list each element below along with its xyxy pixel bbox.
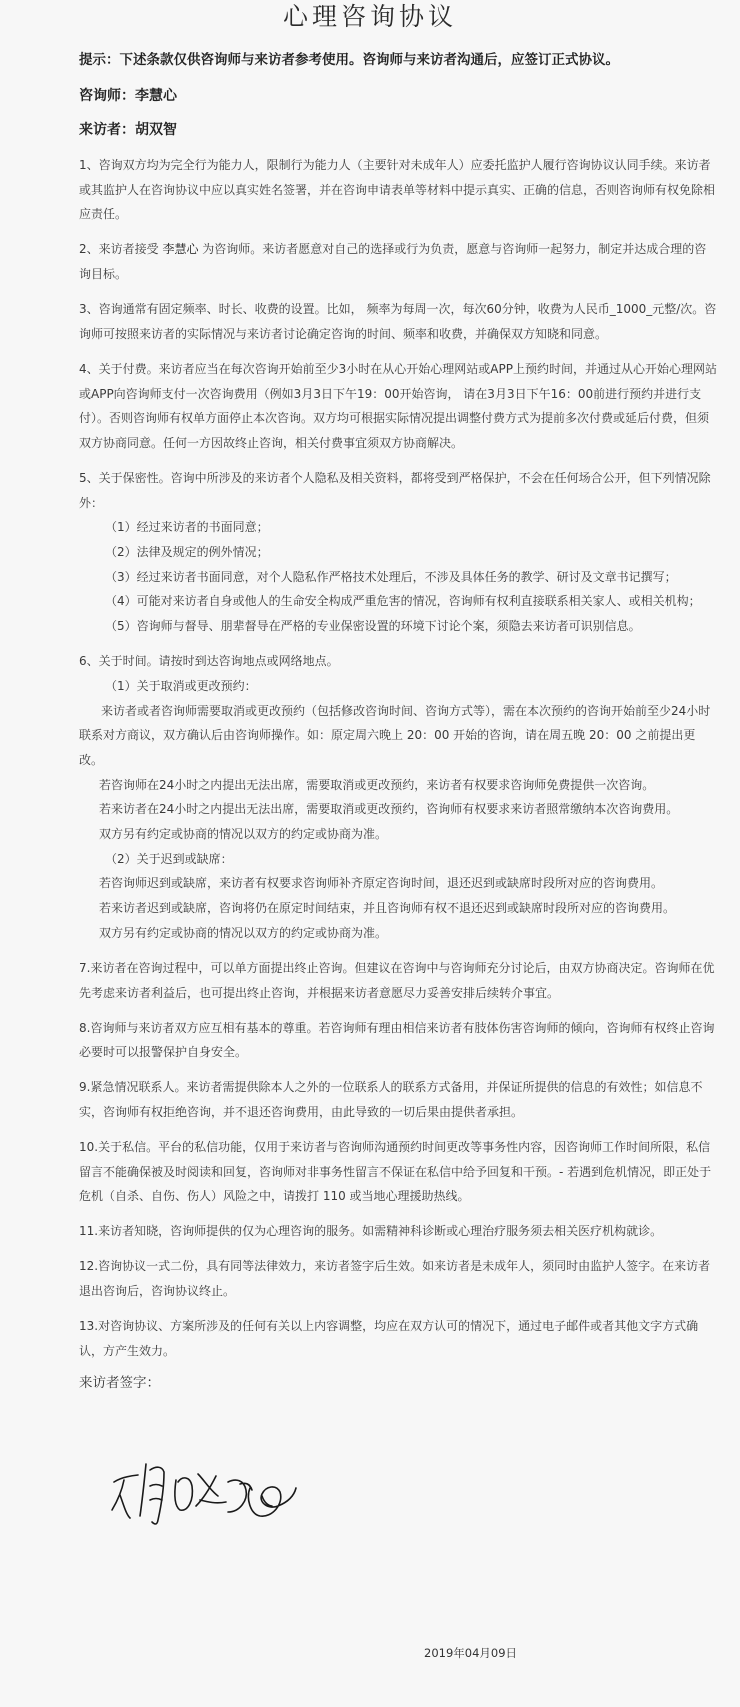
clause-5-item: （1）经过来访者的书面同意； [105,520,269,535]
counselor-line: 咨询师：李慧心 [79,88,177,104]
clause-6-1-paragraph: 若来访者在24小时之内提出无法出席，需要取消或更改预约，咨询师有权要求来访者照常缴纳本次咨询费用。 [99,802,679,817]
clause-7: 7.来访者在咨询过程中，可以单方面提出终止咨询。但建议在咨询中与咨询师充分讨论后，由双方协商决定。咨询师在优先考虑来访者利益后，也可提出终止咨询，并根据来访者意愿尽力妥善安排后续转介事宜。 [79,960,715,1000]
clause-6-2-title: （2）关于迟到或缺席： [105,851,233,866]
clause-10: 10.关于私信。平台的私信功能，仅用于来访者与咨询师沟通预约时间更改等事务性内容，因咨询师工作时间所限，私信留言不能确保被及时阅读和回复，咨询师对非事务性留言不保证在私信中给予回复和干预。- 若遇到危机情况，即正处于危机（自杀、自伤、伤人）风险之中，请拨打 110 或当地心理援助热线。 [79,1139,712,1204]
clause-6-1-title: （1）关于取消或更改预约： [105,678,257,693]
clause-2-counselor-name: 李慧心 [162,242,199,257]
clause-2 [79,237,717,286]
clause-5-item: （2）法律及规定的例外情况； [105,545,269,560]
clause-5: 5、关于保密性。咨询中所涉及的来访者个人隐私及相关资料，都将受到严格保护，不会在任何场合公开，但下列情况除外： [79,470,711,510]
clause-6-2-paragraph: 双方另有约定或协商的情况以双方的约定或协商为准。 [99,925,388,940]
visitor-line: 来访者：胡双智 [79,122,177,138]
clause-4: 4、关于付费。来访者应当在每次咨询开始前至少3小时在从心开始心理网站或APP上预约时间，并通过从心开始心理网站或APP向咨询师支付一次咨询费用（例如3月3日下午19：00开始咨询， 请在3月3日下午16：00前进行预约并进行支付）。否则咨询师有权单方面停止本次咨询。双方均可根据实际情况提出调整付费方式为提前多次付费或延后付费，但须双方协商同意。任何一方因故终止咨询，相关付费事宜须双方协商解决。 [79,361,717,450]
clause-11: 11.来访者知晓，咨询师提供的仅为心理咨询的服务。如需精神科诊断或心理治疗服务须去相关医疗机构就诊。 [79,1224,663,1239]
clause-8: 8.咨询师与来访者双方应互相有基本的尊重。若咨询师有理由相信来访者有肢体伤害咨询师的倾向，咨询师有权终止咨询必要时可以报警保护自身安全。 [79,1020,715,1060]
clause-3: 3、咨询通常有固定频率、时长、收费的设置。比如， 频率为每周一次，每次60分钟，收费为人民币_1000_元整/次。咨询师可按照来访者的实际情况与来访者讨论确定咨询的时间、频率和收费，并确保双方知晓和同意。 [79,302,717,341]
clause-12: 12.咨询协议一式二份，具有同等法律效力，来访者签字后生效。如来访者是未成年人，须同时由监护人签字。在来访者退出咨询后，咨询协议终止。 [79,1259,711,1299]
clause-2-post: 为咨询师。来访者愿意对自己的选择或行为负责，愿意与咨询师一起努力，制定并达成合理的咨询目标。 [79,242,707,282]
clause-6-1-paragraph: 若咨询师在24小时之内提出无法出席，需要取消或更改预约，来访者有权要求咨询师免费提供一次咨询。 [99,777,655,792]
clause-2-pre: 2、来访者接受 [79,242,163,257]
clause-6-2-paragraph: 若来访者迟到或缺席，咨询将仍在原定时间结束，并且咨询师有权不退还迟到或缺席时段所对应的咨询费用。 [99,901,676,916]
clause-9: 9.紧急情况联系人。来访者需提供除本人之外的一位联系人的联系方式备用，并保证所提供的信息的有效性；如信息不实，咨询师有权拒绝咨询，并不退还咨询费用，由此导致的一切后果由提供者承担。 [79,1080,703,1119]
clause-5-item: （5）咨询师与督导、朋辈督导在严格的专业保密设置的环境下讨论个案，须隐去来访者可识别信息。 [105,619,641,634]
clause-5-item: （4）可能对来访者自身或他人的生命安全构成严重危害的情况，咨询师有权利直接联系相关家人、或相关机构； [105,594,701,609]
clause-5-item: （3）经过来访者书面同意，对个人隐私作严格技术处理后，不涉及具体任务的教学、研讨及文章书记撰写； [105,569,677,584]
clause-6-1-paragraph: 来访者或者咨询师需要取消或更改预约（包括修改咨询时间、咨询方式等），需在本次预约的咨询开始前至少24小时联系对方商议，双方确认后由咨询师操作。如：原定周六晚上 20：00 开始的咨询，请在周五晚 20：00 之前提出更改。 [79,703,711,767]
clause-1: 1、咨询双方均为完全行为能力人，限制行为能力人（主要针对未成年人）应委托监护人履行咨询协议认同手续。来访者或其监护人在咨询协议中应以真实姓名签署，并在咨询申请表单等材料中提示真实、正确的信息，否则咨询师有权免除相应责任。 [79,158,716,222]
clause-13: 13.对咨询协议、方案所涉及的任何有关以上内容调整，均应在双方认可的情况下，通过电子邮件或者其他文字方式确认，方产生效力。 [79,1319,699,1358]
agreement-body [79,153,717,1374]
clause-6-1-paragraph: 双方另有约定或协商的情况以双方的约定或协商为准。 [99,827,388,842]
signature-label: 来访者签字： [79,1375,160,1391]
clause-6-2-paragraph: 若咨询师迟到或缺席，来访者有权要求咨询师补齐原定咨询时间，退还迟到或缺席时段所对应的咨询费用。 [99,876,664,891]
document-title: 心理咨询协议 [282,2,457,31]
handwritten-signature [100,1440,320,1560]
clause-6: 6、关于时间。请按时到达咨询地点或网络地点。 [79,654,339,669]
signing-date: 2019年04月09日 [424,1646,518,1660]
usage-hint: 提示：下述条款仅供咨询师与来访者参考使用。咨询师与来访者沟通后，应签订正式协议。 [79,52,619,68]
